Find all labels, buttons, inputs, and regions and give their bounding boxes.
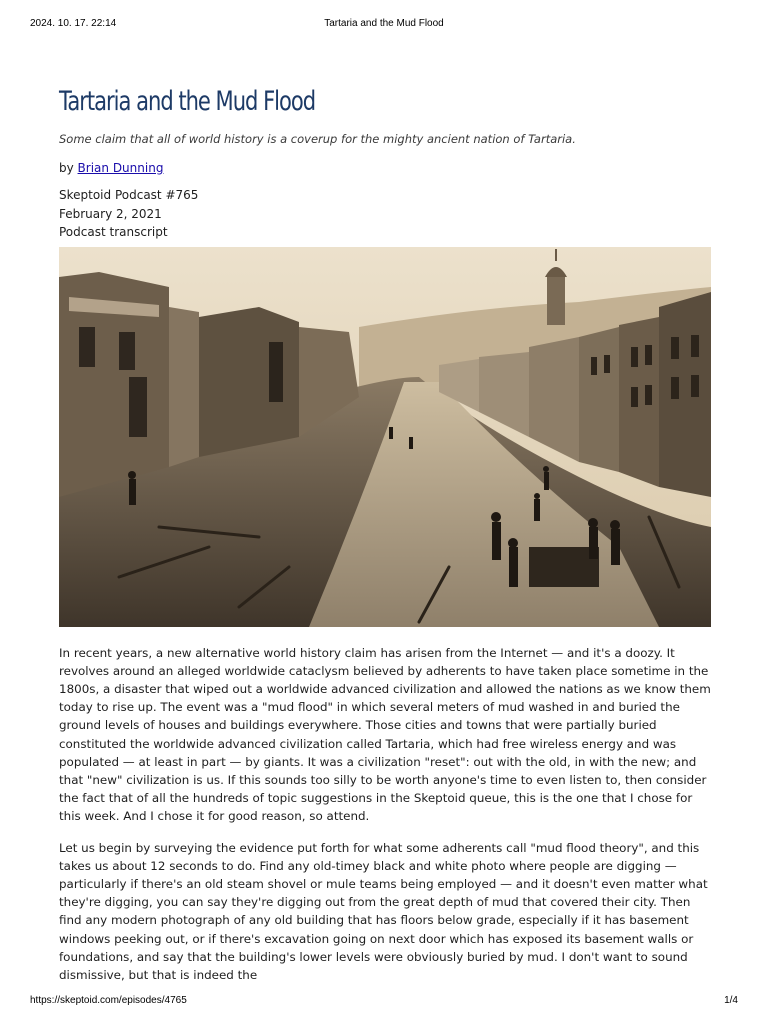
page-number: 1/4 bbox=[724, 995, 738, 1006]
print-date: 2024. 10. 17. 22:14 bbox=[30, 18, 117, 29]
print-page-title: Tartaria and the Mud Flood bbox=[324, 18, 444, 29]
article-subtitle: Some claim that all of world history is a coverup for the mighty ancient nation of Tartaria. bbox=[59, 132, 576, 146]
byline bbox=[59, 159, 711, 177]
author-link[interactable]: Brian Dunning bbox=[77, 161, 164, 175]
print-header bbox=[0, 18, 768, 30]
article-title: Tartaria and the Mud Flood bbox=[59, 86, 316, 117]
article-body bbox=[59, 644, 711, 985]
print-url: https://skeptoid.com/episodes/4765 bbox=[30, 995, 187, 1006]
episode-meta bbox=[59, 186, 711, 242]
episode-date: February 2, 2021 bbox=[59, 206, 162, 221]
paragraph: Let us begin by surveying the evidence put forth for what some adherents call "mud flood theory", and this takes us about 12 seconds to do. Find any old-timey black and white photo where people are digging — particularly if there's an old steam shovel or mule teams being employed — and it doesn't even matter what they're digging, you can say they're digging out from the great depth of mud that covered their city. Then find any modern photograph of any old building that has floors below grade, especially if it has basement windows peeking out, or if there's excavation going on next door which has exposed its basement walls or foundations, and say that the building's lower levels were obviously buried by mud. I don't want to sound dismissive, but that is indeed the bbox=[59, 840, 708, 982]
podcast-number: Skeptoid Podcast #765 bbox=[59, 188, 199, 202]
content-type: Podcast transcript bbox=[59, 225, 168, 239]
print-footer bbox=[0, 995, 768, 1007]
paragraph: In recent years, a new alternative world history claim has arisen from the Internet — and it's a doozy. It revolves around an alleged worldwide cataclysm believed by adherents to have taken place sometime in the 1800s, a disaster that wiped out a worldwide advanced civilization and allowed the nations as we know them today to rise up. The event was a "mud flood" in which several meters of mud washed in and buried the ground levels of houses and buildings everywhere. Those cities and towns that were partially buried constituted the worldwide advanced civilization called Tartaria, which had free wireless energy and was populated — at least in part — by giants. It was a civilization "reset": out with the old, in with the new; and that "new" civilization is us. If this sounds too silly to be worth anyone's time to even listen to, then consider the fact that of all the hundreds of topic suggestions in the Skeptoid queue, this is the one that I chose for this week. And I chose it for good reason, so attend. bbox=[59, 645, 711, 824]
article bbox=[59, 84, 711, 997]
mud-flood-sepia-photo bbox=[59, 247, 711, 627]
byline-prefix: by bbox=[59, 161, 74, 175]
